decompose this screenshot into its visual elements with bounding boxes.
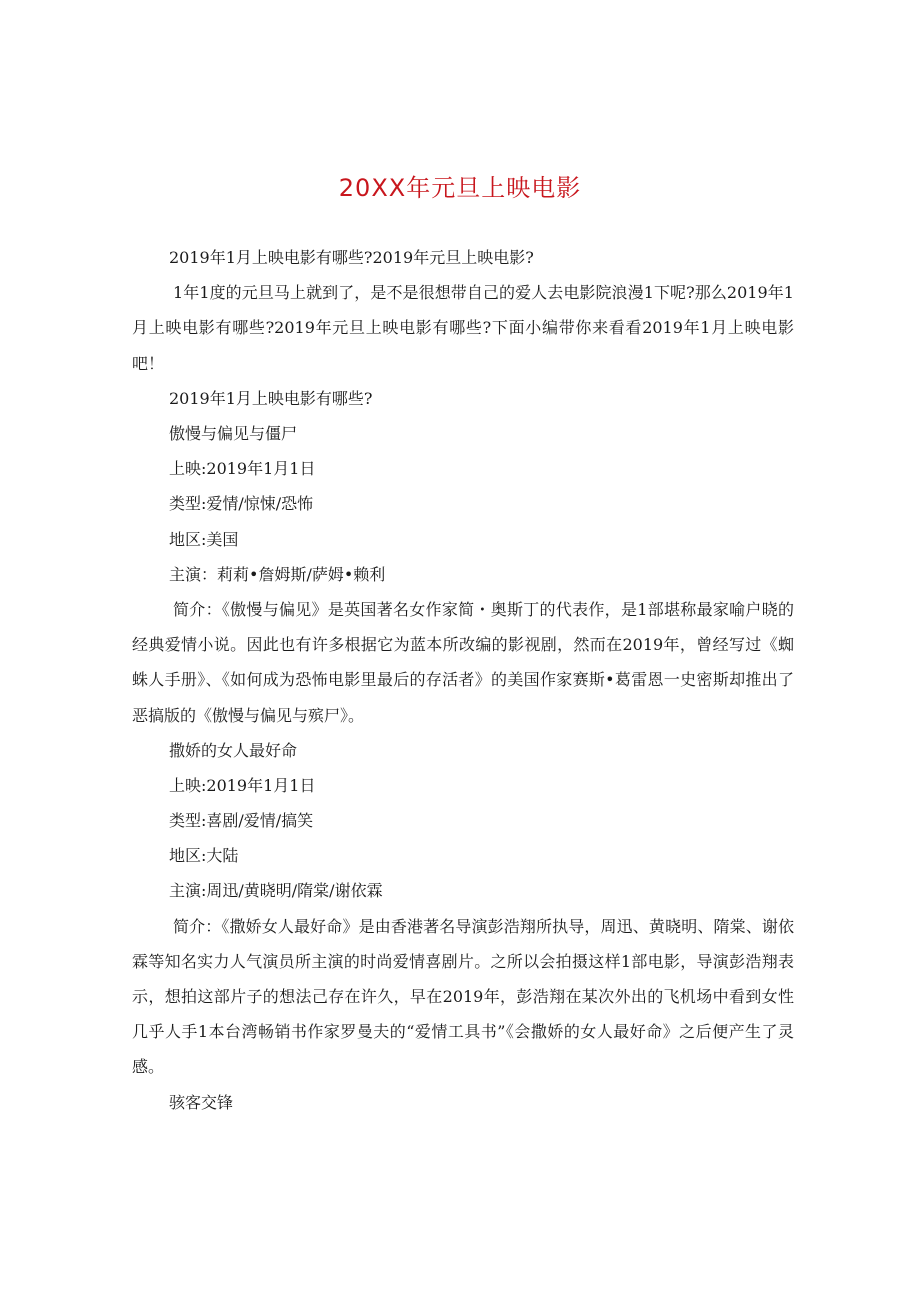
movie-title: 撒娇的女人最好命 [169, 740, 298, 760]
movie-summary: 简介：《撒娇女人最好命》是由香港著名导演彭浩翔所执导，周迅、黄晓明、隋棠、谢依霖等知名实力人气演员所主演的时尚爱情喜剧片。之所以会拍摄这样1部电影，导演彭浩翔表示，想拍这部片子的想法己存在许久，早在2019年，彭浩翔在某次外出的飞机场中看到女性几乎人手1本台湾畅销书作家罗曼夫的“爱情工具书”《会撒娇的女人最好命》之后便产生了灵感。 [132, 916, 794, 1077]
movie-genre: 类型:喜剧/爱情/搞笑 [169, 811, 314, 831]
movie-cast: 主演:周迅/黄晓明/隋棠/谢依霖 [169, 881, 383, 901]
movie-summary: 简介：《傲慢与偏见》是英国著名女作家简・奥斯丁的代表作，是1部堪称最家喻户晓的经典爱情小说。因此也有许多根据它为蓝本所改编的影视剧，然而在2019年，曾经写过《蜘蛛人手册》、《如何成为恐怖电影里最后的存活者》的美国作家赛斯•葛雷恩一史密斯却推出了恶搞版的《傲慢与偏见与殡尸》。 [132, 599, 794, 725]
section-heading: 2019年1月上映电影有哪些? [169, 388, 373, 408]
movie-region: 地区:大陆 [169, 846, 239, 866]
movie-title: 傲慢与偏见与僵尸 [169, 423, 298, 443]
movie-genre: 类型:爱情/惊悚/恐怖 [169, 494, 314, 514]
movie-region: 地区:美国 [169, 529, 239, 549]
intro-question: 2019年1月上映电影有哪些?2019年元旦上映电影? [169, 248, 534, 267]
document-title: 20XX年元旦上映电影 [338, 174, 582, 202]
movie-release-date: 上映:2019年1月1日 [169, 459, 316, 479]
document-body [132, 240, 794, 1120]
intro-paragraph: 1年1度的元旦马上就到了，是不是很想带自己的爱人去电影院浪漫1下呢?那么2019年1月上映电影有哪些?2019年元旦上映电影有哪些?下面小编带你来看看2019年1月上映电影吧！ [132, 283, 794, 373]
movie-title: 骇客交锋 [169, 1092, 234, 1112]
movie-cast: 主演：莉莉•詹姆斯/萨姆•赖利 [169, 564, 386, 584]
movie-release-date: 上映:2019年1月1日 [169, 775, 316, 795]
